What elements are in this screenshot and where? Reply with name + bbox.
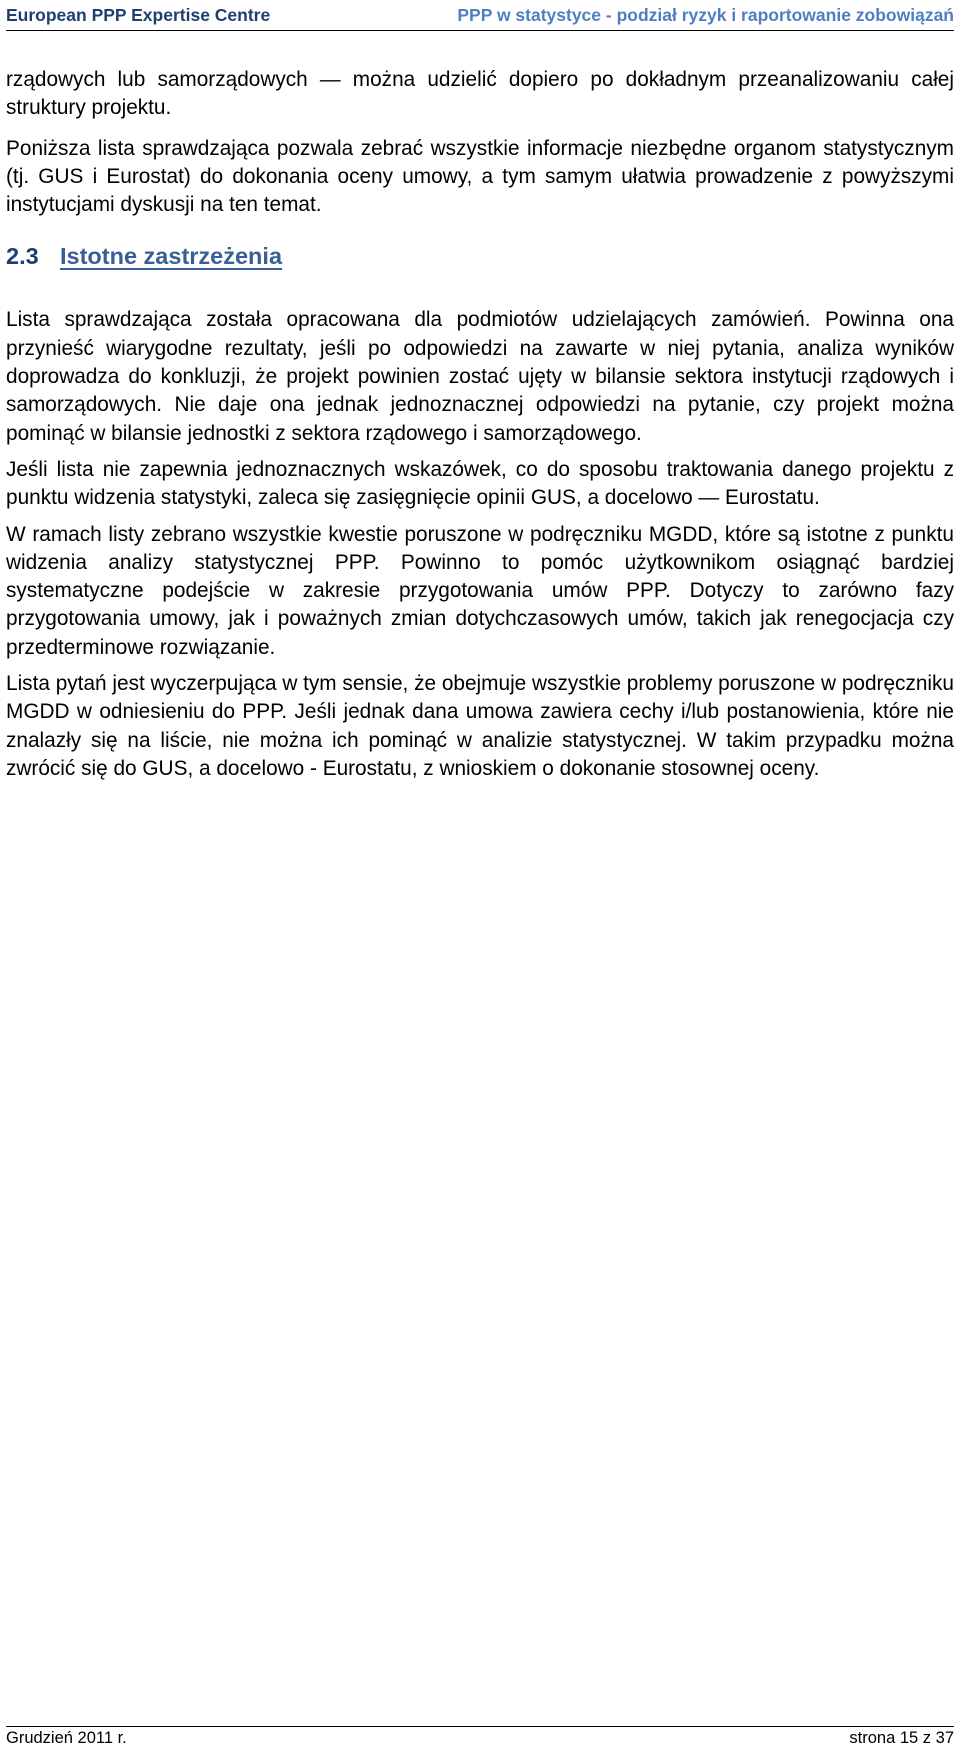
header-document-title: PPP w statystyce - podział ryzyk i raportowanie zobowiązań xyxy=(457,4,954,25)
page-footer xyxy=(6,1726,954,1748)
page-header xyxy=(6,0,954,31)
paragraph: W ramach listy zebrano wszystkie kwestie poruszone w podręczniku MGDD, które są istotne z punktu widzenia analizy statystycznej PPP. Powinno to pomóc użytkownikom osiągnąć bardziej systematyczne podejście w zakresie przygotowania umów PPP. Dotyczy to zarówno fazy przygotowania umowy, jak i poważnych zmian dotychczasowych umów, takich jak renegocjacja czy przedterminowe rozwiązanie. xyxy=(6,522,954,659)
document-body xyxy=(6,66,954,783)
paragraph: Jeśli lista nie zapewnia jednoznacznych wskazówek, co do sposobu traktowania danego projektu z punktu widzenia statystyki, zaleca się zasięgnięcie opinii GUS, a docelowo — Eurostatu. xyxy=(6,457,954,510)
paragraph: Lista pytań jest wyczerpująca w tym sensie, że obejmuje wszystkie problemy poruszone w podręczniku MGDD w odniesieniu do PPP. Jeśli jednak dana umowa zawiera cechy i/lub postanowienia, które nie znalazły się na liście, nie można ich pominąć w analizie statystycznej. W takim przypadku można zwrócić się do GUS, a docelowo - Eurostatu, z wnioskiem o dokonanie stosownej oceny. xyxy=(6,672,954,780)
page-number: strona 15 z 37 xyxy=(849,1729,954,1747)
section-heading xyxy=(6,241,954,271)
section-number: 2.3 xyxy=(6,243,39,270)
header-organization: European PPP Expertise Centre xyxy=(6,4,271,25)
footer-date: Grudzień 2011 r. xyxy=(6,1729,127,1747)
section-title: Istotne zastrzeżenia xyxy=(60,243,283,270)
paragraph: Poniższa lista sprawdzająca pozwala zebrać wszystkie informacje niezbędne organom statystycznym (tj. GUS i Eurostat) do dokonania oceny umowy, a tym samym ułatwia prowadzenie z powyższymi instytucjami dyskusji na ten temat. xyxy=(6,136,954,217)
paragraph: Lista sprawdzająca została opracowana dla podmiotów udzielających zamówień. Powinna ona przynieść wiarygodne rezultaty, jeśli po odpowiedzi na zawarte w niej pytania, analiza wyników doprowadza do konkluzji, że projekt powinien zostać ujęty w bilansie sektora instytucji rządowych i samorządowych. Nie daje ona jednak jednoznacznej odpowiedzi na pytanie, czy projekt można pominąć w bilansie jednostki z sektora rządowego i samorządowego. xyxy=(6,308,954,445)
paragraph: rządowych lub samorządowych — można udzielić dopiero po dokładnym przeanalizowaniu całej struktury projektu. xyxy=(6,68,954,120)
